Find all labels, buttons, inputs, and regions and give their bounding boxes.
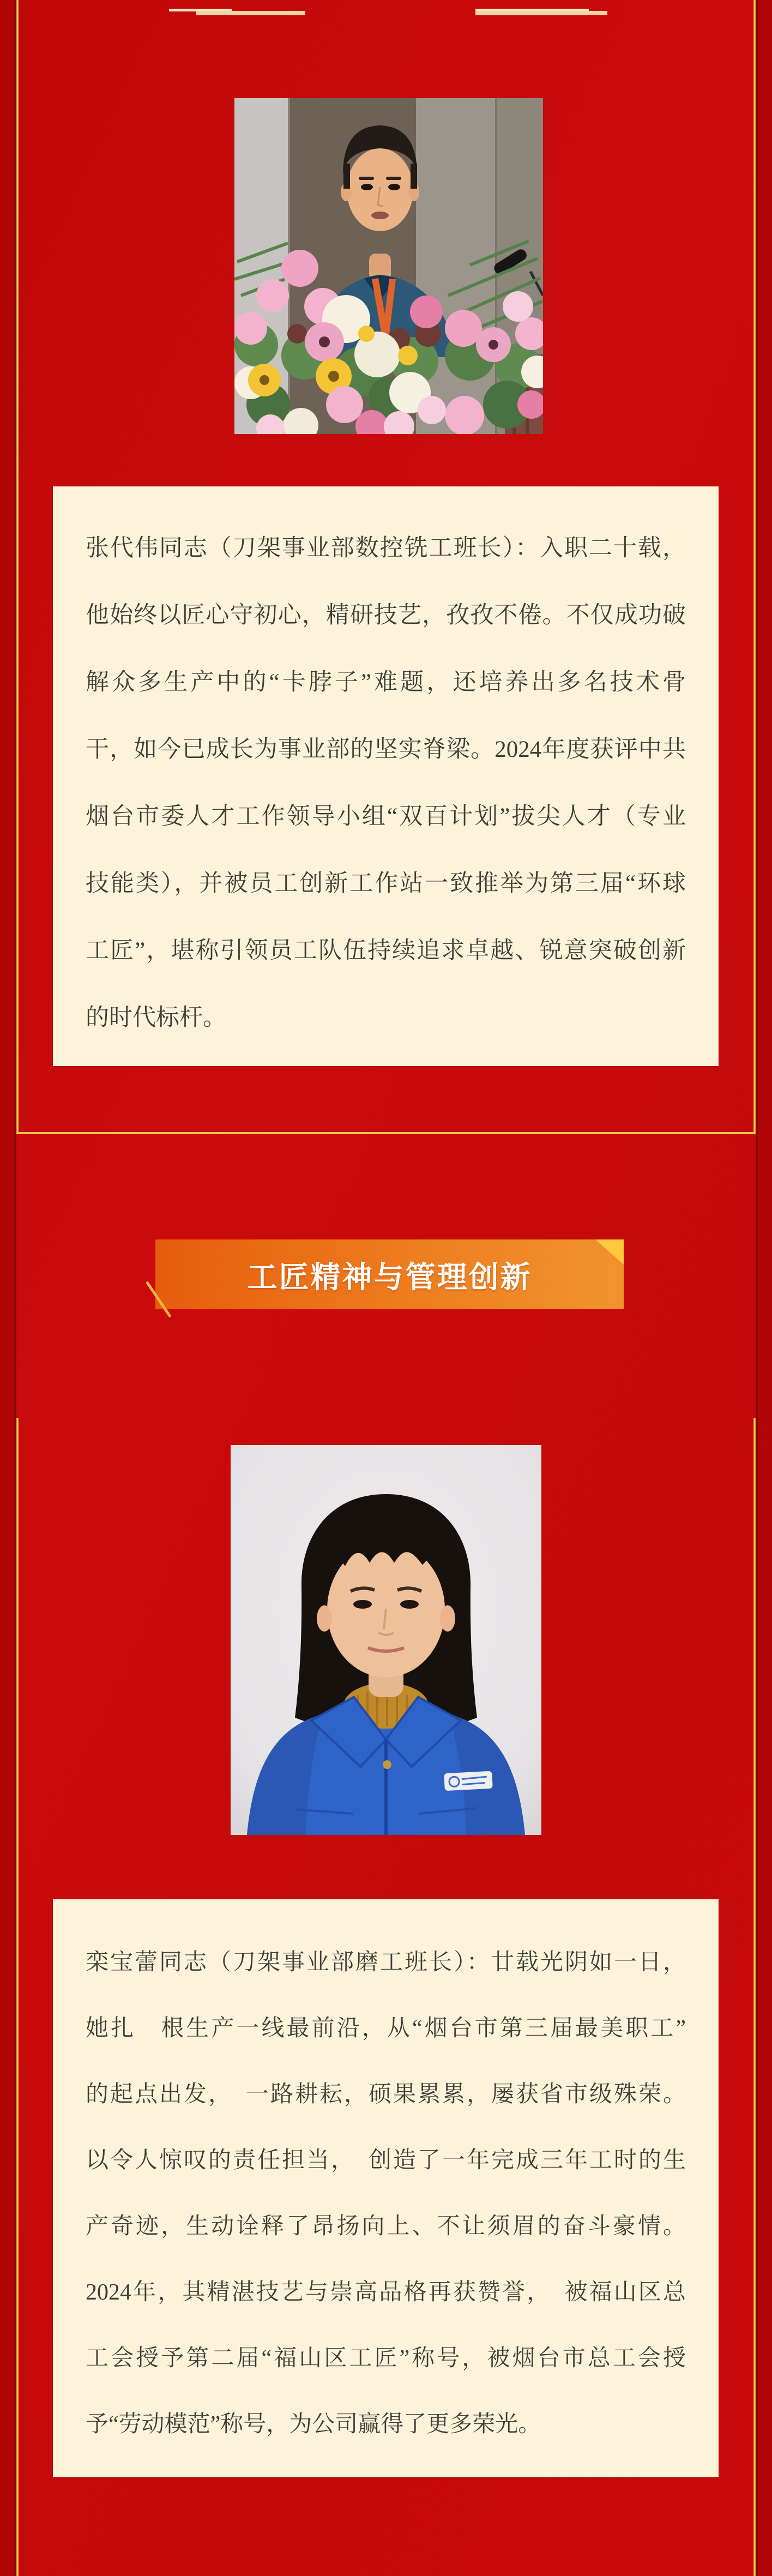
card-text-line: 解众多生产中的“卡脖子”难题，还培养出多名技术骨 (86, 670, 686, 695)
card-text-line: 2024年，其精湛技艺与崇高品格再获赞誉， 被福山区总 (86, 2280, 686, 2305)
photo-man-speaking-at-podium (234, 98, 543, 434)
card-text-line: 工会授予第二届“福山区工匠”称号，被烟台市总工会授 (86, 2346, 686, 2371)
card-text-line: 以令人惊叹的责任担当， 创造了一年完成三年工时的生 (86, 2148, 686, 2173)
card-text-line: 技能类），并被员工创新工作站一致推举为第三届“环球 (86, 871, 686, 896)
section-banner-title: 工匠精神与管理创新 (247, 1260, 532, 1294)
card-text-line: 他始终以匠心守初心，精研技艺，孜孜不倦。不仅成功破 (86, 603, 686, 628)
right-margin-strip (758, 0, 772, 2576)
card-text-line: 工匠”，堪称引领员工队伍持续追求卓越、锐意突破创新 (86, 938, 686, 964)
photo-woman-portrait-blue-uniform (231, 1445, 541, 1835)
right-margin-shadow (756, 0, 758, 2576)
card-text-line: 产奇迹，生动诠释了昂扬向上、不让须眉的奋斗豪情。 (86, 2214, 686, 2239)
card-text-line: 张代伟同志（刀架事业部数控铣工班长）：入职二十载， (86, 535, 686, 561)
top-decor-bar-left (169, 9, 305, 16)
card-text-line: 她扎 根生产一线最前沿，从“烟台市第三届最美职工” (86, 2016, 686, 2041)
top-decor-bar-body (475, 11, 607, 15)
card-text-line: 的时代标杆。 (86, 1005, 226, 1031)
gold-frame-right-section1 (753, 0, 756, 1132)
card-text-line: 栾宝蕾同志（刀架事业部磨工班长）：廿载光阴如一日， (86, 1950, 686, 1975)
card-text-line: 的起点出发， 一路耕耘，硕果累累，屡获省市级殊荣。 (86, 2082, 686, 2107)
card-text-line: 予“劳动模范”称号，为公司赢得了更多荣光。 (86, 2412, 541, 2437)
gold-frame-right-section2 (753, 1418, 756, 2576)
fold-corner-icon (595, 1239, 624, 1265)
gold-section-divider (16, 1132, 756, 1134)
top-decor-bar-right (475, 9, 607, 16)
card-text-line: 烟台市委人才工作领导小组“双百计划”拔尖人才（专业 (86, 804, 686, 829)
profile-card-zhangdaiwei (53, 486, 719, 1066)
gold-frame-left-section1 (16, 0, 19, 1132)
card-text-line: 干，如今已成长为事业部的坚实脊梁。2024年度获评中共 (86, 737, 686, 762)
left-margin-strip (0, 0, 14, 2576)
top-decor-bar-body (196, 11, 305, 15)
profile-card-luanbaolei (53, 1899, 719, 2477)
gold-frame-left-section2 (16, 1418, 19, 2576)
section-banner (155, 1239, 624, 1309)
